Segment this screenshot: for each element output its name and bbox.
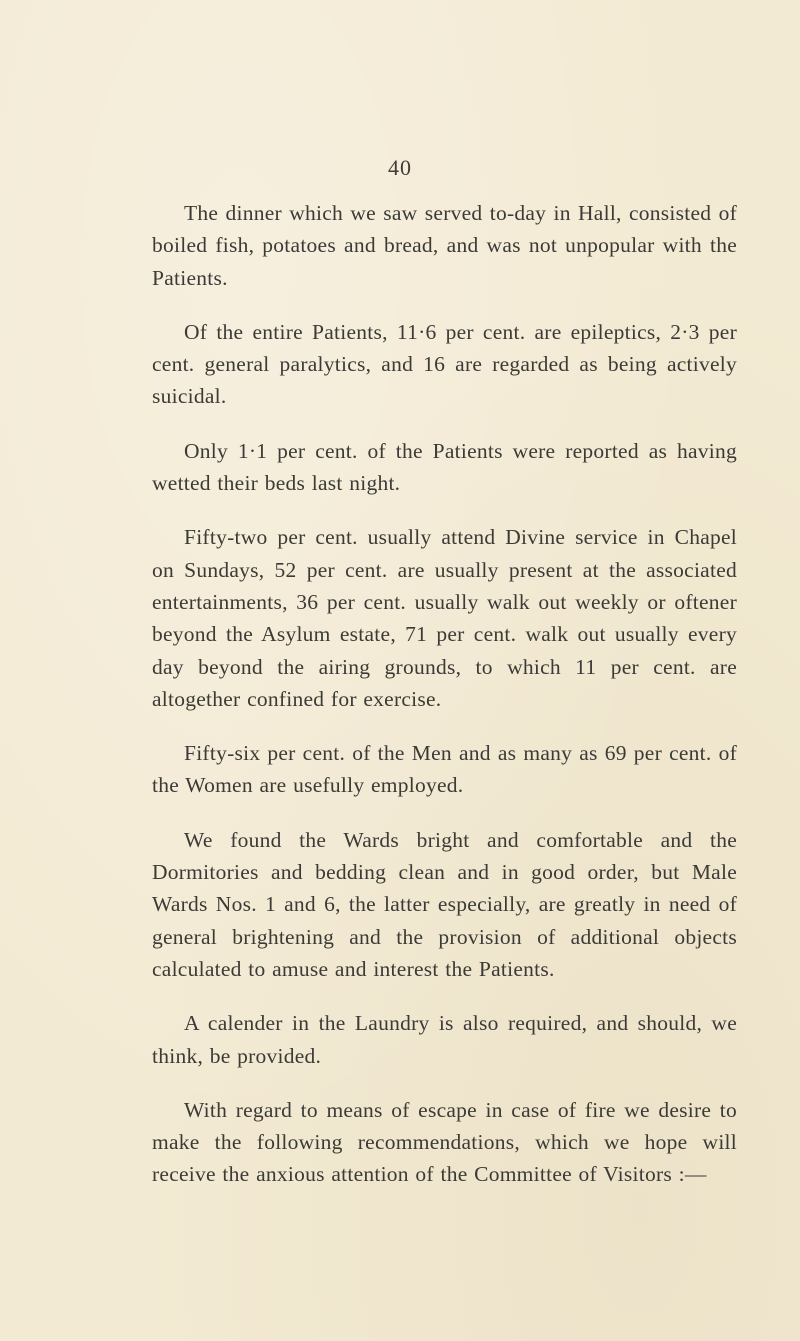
paragraph-employment: Fifty-six per cent. of the Men and as many as 69 per cent. of the Women are usefully employed. [152, 741, 737, 798]
paragraph-fire-escape: With regard to means of escape in case of fire we desire to make the following recommendations, which we hope will receive the anxious attention of the Committee of Visitors :— [152, 1097, 737, 1187]
paragraph-laundry: A calender in the Laundry is also required, and should, we think, be provided. [152, 1011, 737, 1068]
paragraph-wetted-beds: Only 1·1 per cent. of the Patients were reported as having wetted their beds last night. [152, 438, 737, 496]
body-text [152, 197, 737, 1191]
paragraph-epileptics: Of the entire Patients, 11·6 per cent. are epileptics, 2·3 per cent. general paralytics, and 16 are regarded as being actively suicidal. [152, 319, 737, 409]
paragraph-wards: We found the Wards bright and comfortable and the Dormitories and bedding clean and in good order, but Male Wards Nos. 1 and 6, the latter especially, are greatly in need of general brightening and the provision of additional objects calculated to amuse and interest the Patients. [152, 827, 737, 981]
paragraph-divine-service: Fifty-two per cent. usually attend Divine service in Chapel on Sundays, 52 per cent. are usually present at the associated entertainments, 36 per cent. usually walk out weekly or oftener beyond the Asylum estate, 71 per cent. walk out usually every day beyond the airing grounds, to which 11 per cent. are altogether confined for exercise. [152, 525, 737, 711]
page-number: 40 [388, 155, 412, 180]
paragraph-dinner: The dinner which we saw served to-day in Hall, consisted of boiled fish, potatoes and bread, and was not unpopular with the Patients. [152, 201, 737, 290]
